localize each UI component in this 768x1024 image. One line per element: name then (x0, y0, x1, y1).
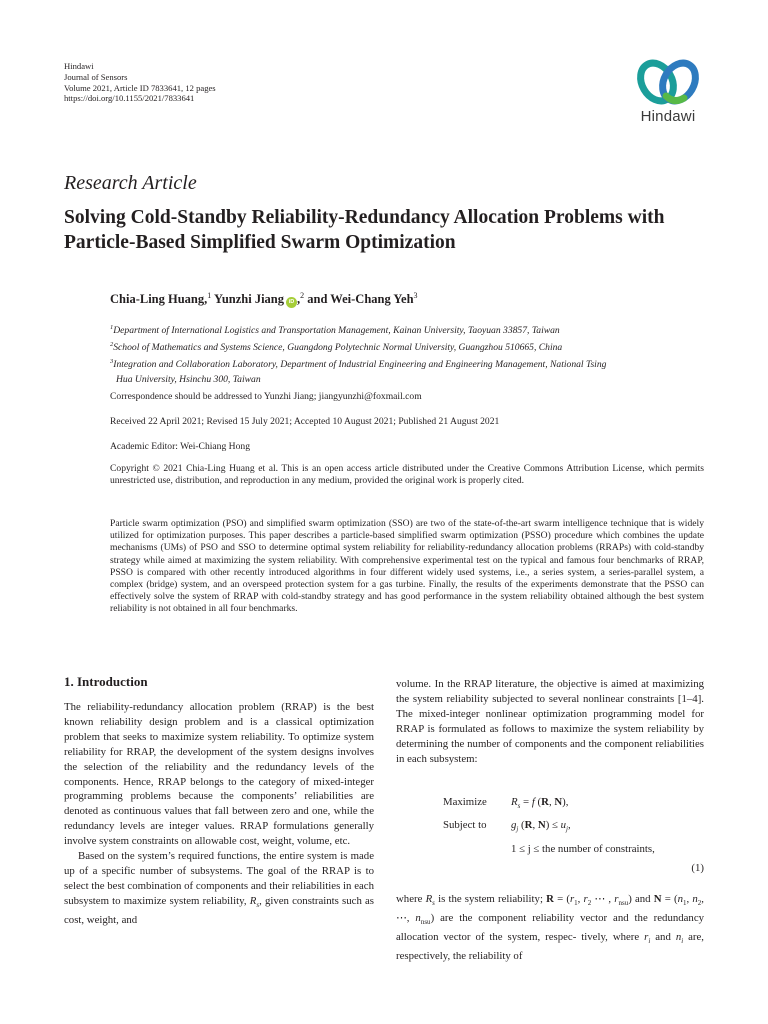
author-name: and Wei-Chang Yeh (307, 292, 414, 307)
affiliation-sup: 1 (110, 324, 114, 331)
intro-paragraph-1: The reliability-redundancy allocation problem (RRAP) is the best known reliability design problem and is a classical optimization problem that seeks to maximize system reliability. To optimize system reliability for RRAP, the development of the system designs involves the selection of the reliability and the redundancy levels of the components. Hence, RRAP belongs to the category of mixed-integer programming problems because the components’ reliabilities are denoted as continuous values that fall between zero and one, while the redundancy levels are integer values. RRAP formulations generally involve system constraints on allowable cost, weight, volume, etc. (64, 701, 374, 848)
orcid-icon[interactable]: iD (286, 297, 297, 308)
author-name: Yunzhi Jiang (213, 292, 284, 307)
copyright-notice: Copyright © 2021 Chia-Ling Huang et al. This is an open access article distributed under the Creative Commons Attribution License, which permits unrestricted use, distribution, and reproduction in any medium, provided the original work is properly cited. (110, 463, 704, 487)
eq-maximize-label: Maximize (443, 796, 487, 808)
para-text: , given constraints such as cost, weight, and (64, 894, 374, 926)
hindawi-wordmark: Hindawi (640, 108, 696, 125)
eq-constraint: $g_j$ (R, $N) \le u_j$, (511, 819, 571, 834)
affiliation-item (110, 355, 710, 372)
text: and (655, 931, 671, 944)
affiliation-item (110, 321, 710, 338)
para-text: Based on the system’s required functions, the entire system is made up of a specific number of subsystems. The goal of the RRAP is to select the best combination of components and their reliabilities in each subsystem to maximize system reliability, (64, 850, 374, 907)
affiliation-sup: 2 (110, 341, 114, 349)
author-affil-sup: 1 (207, 291, 212, 300)
publication-dates: Received 22 April 2021; Revised 15 July 2021; Accepted 10 August 2021; Published 21 August 2021 (110, 416, 500, 427)
intro-paragraph-2 (64, 849, 374, 928)
paper-title: Solving Cold-Standby Reliability-Redundancy Allocation Problems with Particle-Based Simplified Swarm Optimization (64, 207, 665, 253)
publisher-name: Hindawi (64, 61, 94, 71)
affiliation-sup: 3 (110, 358, 114, 366)
left-column (64, 700, 374, 928)
affiliations (110, 321, 710, 387)
post-equation-text (396, 892, 704, 964)
eq-constraint-range: 1 ≤ j ≤ the number of constraints, (511, 843, 655, 855)
abstract: Particle swarm optimization (PSO) and simplified swarm optimization (SSO) are two of the state-of-the-art swarm intelligence technique that is widely utilized for optimization purposes. This paper describes a particle-based simplified swarm optimization (PSSO) procedure which combines the update mechanisms (UMs) of PSO and SSO to determine optimal system reliability for reliability-redundancy allocation problems (RRAPs) with cold-standby strategy while aimed at maximizing the system reliability. With comprehensive experimental test on the typical and famous four benchmarks of RRAP, PSSO is compared with other recently introduced algorithms in four different widely used systems, i.e., a series system, a series-parallel system, a complex (bridge) system, and an overspeed protection system for a gas turbine. Finally, the results of the experiments demonstrate that the PSSO can effectively solve the system of RRAP with cold-standby strategy and has good performance in the system reliability obtained although the best system reliability is not obtained in all four benchmarks. (110, 518, 704, 615)
author-affil-sup: 2 (300, 291, 305, 300)
academic-editor: Academic Editor: Wei-Chiang Hong (110, 441, 250, 452)
hindawi-logo-icon (628, 56, 708, 108)
text: are the component reliability vector (440, 912, 608, 925)
journal-meta (64, 61, 216, 104)
affiliation-text: School of Mathematics and Systems Science, Guangdong Polytechnic Normal University, Guangzhou 510665, China (113, 342, 563, 354)
math-var: R (249, 894, 257, 907)
author-name: Chia-Ling Huang, (110, 292, 208, 307)
text: are, respectively, the reliability of (396, 931, 705, 963)
section-heading: 1. Introduction (64, 674, 148, 689)
text: and the redundancy allocation vector of the system, respec- (396, 912, 705, 944)
right-column (396, 677, 704, 766)
hindawi-logo (628, 56, 708, 140)
affiliation-text: Department of International Logistics and Transportation Management, Kainan University, Taoyuan 33857, Taiwan (113, 325, 560, 337)
math-sub: s (256, 900, 260, 909)
volume-line: Volume 2021, Article ID 7833641, 12 pages (64, 82, 216, 93)
text: tively, where (581, 931, 640, 944)
correspondence: Correspondence should be addressed to Yunzhi Jiang; jiangyunzhi@foxmail.com (110, 391, 422, 402)
article-type: Research Article (64, 172, 197, 194)
affiliation-text: Integration and Collaboration Laboratory, Department of Industrial Engineering and Engineering Management, National Tsing (113, 359, 607, 371)
author-affil-sup: 3 (413, 291, 418, 300)
post-eq-line: where $R_s$ is the system reliability; $R = (r_1$, $r_2$ ⋯ , $r_{nsu}$) and $N = (n_1$, $n_2$, ⋯, $n_{nsu}$) are the component reliability vector and the redundancy allocation vector of the system, respec- tively, where $r_i$ and $n_i$ are, respectively, the reliability of (396, 893, 705, 963)
text: where (396, 893, 423, 905)
eq-subject-label: Subject to (443, 819, 487, 831)
affiliation-item (110, 338, 710, 355)
eq-objective: $R_s = f$ (R, N), (511, 796, 569, 811)
text: is the system reliability; (438, 893, 543, 905)
journal-name: Journal of Sensors (64, 71, 128, 82)
author-list: Chia-Ling Huang,$^1$ Yunzhi Jiang iD ,$^2$ and Wei-Chang Yeh$^3$ (110, 291, 418, 307)
doi-link[interactable]: https://doi.org/10.1155/2021/7833641 (64, 93, 195, 104)
equation-number: (1) (691, 862, 704, 874)
intro-paragraph-3: volume. In the RRAP literature, the objective is aimed at maximizing the system reliability subjected to several nonlinear constraints [1–4]. The mixed-integer nonlinear optimization programming model for RRAP is formulated as follows to maximize the system reliability by determining the number of components and the component reliabilities in each subsystem: (396, 678, 704, 765)
affiliation-continuation: Hua University, Hsinchu 300, Taiwan (116, 373, 261, 385)
